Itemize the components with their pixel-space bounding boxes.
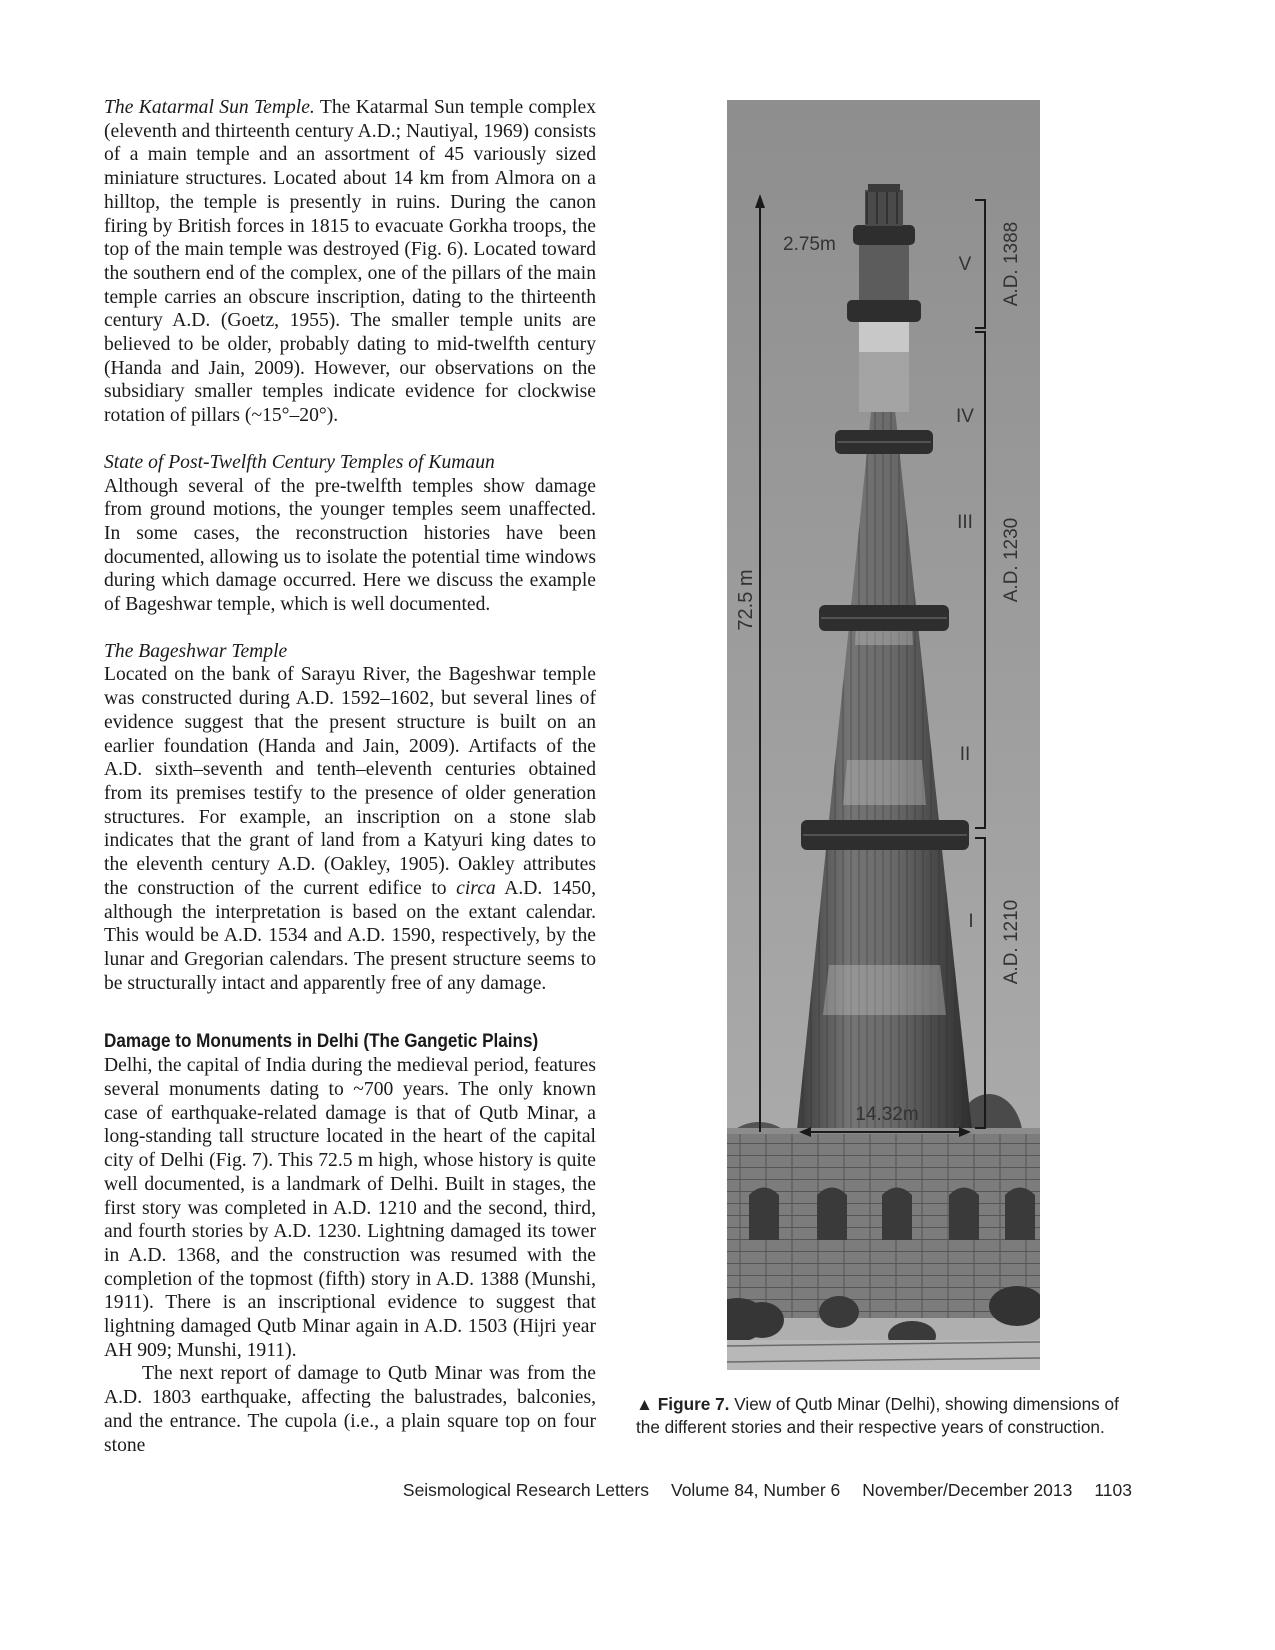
footer-volume: Volume 84, Number 6 [670, 1480, 841, 1500]
figure-caption [636, 1393, 1136, 1439]
page-footer [396, 1480, 1132, 1501]
story-label-5: V [958, 254, 972, 275]
story-label-4: IV [956, 406, 974, 427]
footer-page-number: 1103 [1094, 1480, 1132, 1500]
bageshwar-text-a: Located on the bank of Sarayu River, the Bageshwar temple was constructed during A.D. 1592–1602, but several lines of evidence suggest that the present structure is built on an earlier foundation (Handa and Jain, 2009). Artifacts of the A.D. sixth–seventh and tenth–eleventh centuries obtained from its premises testify to the presence of older generation structures. For example, an inscription on a stone slab indicates that the grant of land from a Katyuri king dates to the eleventh century A.D. (Oakley, 1905). Oakley attributes the construction of the current edifice to [104, 664, 596, 899]
top-width-label: 2.75m [783, 234, 836, 255]
story-label-2: II [959, 744, 971, 765]
footer-date: November/December 2013 [862, 1480, 1073, 1500]
katarmal-run-in-heading: The Katarmal Sun Temple. [104, 97, 315, 118]
footer-journal: Seismological Research Letters [402, 1480, 649, 1500]
bageshwar-heading: The Bageshwar Temple [104, 640, 288, 662]
date-label-1230: A.D. 1230 [1001, 517, 1022, 603]
caption-triangle-icon: ▲ [636, 1394, 654, 1414]
qutb-minar-figure [727, 100, 1040, 1370]
qutb-minar-photo [727, 100, 1040, 1370]
base-wall [727, 1128, 1040, 1318]
height-label: 72.5 m [735, 569, 757, 631]
delhi-paragraph-2: The next report of damage to Qutb Minar was from the A.D. 1803 earthquake, affecting the balustrades, balconies, and the entrance. The cupola (i.e., a plain square top on four stone [104, 1363, 596, 1456]
caption-figure-label: Figure 7. [657, 1394, 730, 1414]
bageshwar-paragraph [104, 663, 596, 995]
bageshwar-text-b: A.D. 1450, although the interpretation is based on the extant calendar. This would be A.D. 1534 and A.D. 1590, respectively, by the lunar and Gregorian calendars. The present structure seems to be structurally intact and apparently free of any damage. [104, 877, 596, 994]
date-label-1388: A.D. 1388 [1001, 221, 1022, 307]
delhi-section-heading: Damage to Monuments in Delhi (The Gangetic Plains) [104, 1031, 539, 1053]
katarmal-paragraph [104, 96, 596, 428]
story-label-3: III [957, 512, 973, 533]
base-width-label: 14.32m [855, 1104, 919, 1125]
post-twelfth-heading: State of Post-Twelfth Century Temples of Kumaun [104, 451, 495, 473]
left-column [104, 96, 596, 1457]
delhi-paragraph: Delhi, the capital of India during the medieval period, features several monuments dating to ~700 years. The only known case of earthquake-related damage is that of Qutb Minar, a long-standing tall structure located in the heart of the capital city of Delhi (Fig. 7). This 72.5 m high, whose history is quite well documented, is a landmark of Delhi. Built in stages, the first story was completed in A.D. 1210 and the second, third, and fourth stories by A.D. 1230. Lightning damaged its tower in A.D. 1368, and the construction was resumed with the completion of the topmost (fifth) story in A.D. 1388 (Munshi, 1911). There is an inscriptional evidence to suggest that lightning damaged Qutb Minar again in A.D. 1503 (Hijri year AH 909; Munshi, 1911). [104, 1055, 596, 1361]
katarmal-text: The Katarmal Sun temple complex (eleventh and thirteenth century A.D.; Nautiyal, 1969) consists of a main temple and an assortment of 45 variously sized miniature structures. Located about 14 km from Almora on a hilltop, the temple is presently in ruins. During the canon firing by British forces in 1815 to evacuate Gorkha troops, the top of the main temple was destroyed (Fig. 6). Located toward the southern end of the complex, one of the pillars of the main temple carries an obscure inscription, dating to the thirteenth century A.D. (Goetz, 1955). The smaller temple units are believed to be older, probably dating to mid-twelfth century (Handa and Jain, 2009). However, our observations on the subsidiary smaller temples indicate evidence for clockwise rotation of pillars (~15°–20°). [104, 97, 596, 427]
story-label-1: I [968, 911, 974, 932]
caption-text: View of Qutb Minar (Delhi), showing dimensions of the different stories and their respective years of construction. [636, 1394, 1119, 1437]
date-label-1210: A.D. 1210 [1001, 899, 1022, 985]
circa-word: circa [456, 877, 496, 899]
post-twelfth-text: Although several of the pre-twelfth temples show damage from ground motions, the younger temples seem unaffected. In some cases, the reconstruction histories have been documented, allowing us to isolate the potential time windows during which damage occurred. Here we discuss the example of Bageshwar temple, which is well documented. [104, 475, 596, 616]
